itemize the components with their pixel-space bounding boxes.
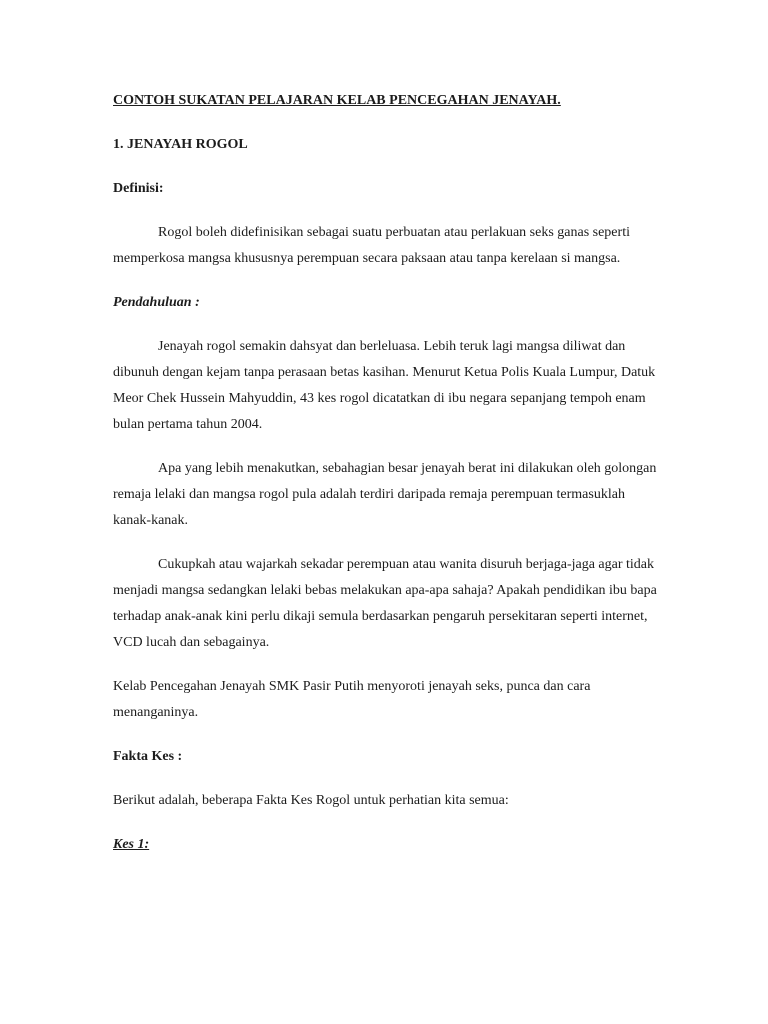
document-content [113,88,658,858]
pendahuluan-paragraph-2: Apa yang lebih menakutkan, sebahagian besar jenayah berat ini dilakukan oleh golongan remaja lelaki dan mangsa rogol pula adalah terdiri daripada remaja perempuan termasuklah kanak-kanak. [113,461,657,528]
fakta-kes-heading: Fakta Kes : [113,749,183,764]
definisi-paragraph: Rogol boleh didefinisikan sebagai suatu perbuatan atau perlakuan seks ganas seperti memperkosa mangsa khususnya perempuan secara paksaan atau tanpa kerelaan si mangsa. [113,225,630,266]
kes-1-heading: Kes 1: [113,837,150,852]
pendahuluan-heading: Pendahuluan : [113,295,200,310]
pendahuluan-paragraph-1: Jenayah rogol semakin dahsyat dan berleluasa. Lebih teruk lagi mangsa diliwat dan dibunuh dengan kejam tanpa perasaan betas kasihan. Menurut Ketua Polis Kuala Lumpur, Datuk Meor Chek Hussein Mahyuddin, 43 kes rogol dicatatkan di ibu negara sepanjang tempoh enam bulan pertama tahun 2004. [113,339,656,432]
section-heading-jenayah-rogol: 1. JENAYAH ROGOL [113,137,248,152]
fakta-kes-paragraph: Berikut adalah, beberapa Fakta Kes Rogol untuk perhatian kita semua: [113,793,509,808]
pendahuluan-paragraph-3: Cukupkah atau wajarkah sekadar perempuan atau wanita disuruh berjaga-jaga agar tidak menjadi mangsa sedangkan lelaki bebas melakukan apa-apa sahaja? Apakah pendidikan ibu bapa terhadap anak-anak kini perlu dikaji semula berdasarkan pengaruh persekitaran seperti internet, VCD lucah dan sebagainya. [113,557,657,650]
kelab-paragraph: Kelab Pencegahan Jenayah SMK Pasir Putih menyoroti jenayah seks, punca dan cara menanganinya. [113,679,591,720]
document-title: CONTOH SUKATAN PELAJARAN KELAB PENCEGAHAN JENAYAH. [113,93,561,108]
definisi-heading: Definisi: [113,181,164,196]
